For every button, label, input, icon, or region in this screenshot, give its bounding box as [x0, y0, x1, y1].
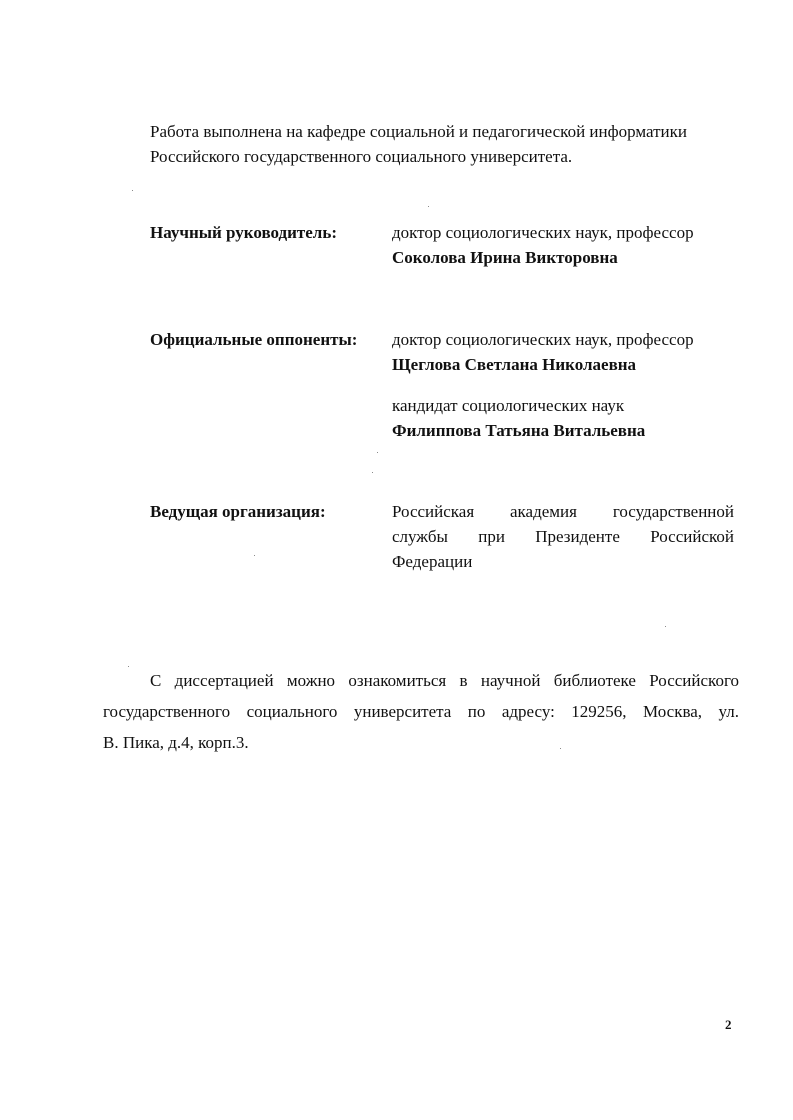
library-note-line-1: С диссертацией можно ознакомиться в научной библиотеке Российского [150, 671, 739, 690]
supervisor-block [392, 220, 734, 270]
supervisor-name: Соколова Ирина Викторовна [392, 248, 618, 267]
scan-speck [132, 190, 133, 191]
organization-line-2: службы при Президенте Российской [392, 527, 734, 546]
page-number: 2 [725, 1017, 732, 1032]
opponent-2-title: кандидат социологических наук [392, 396, 625, 415]
library-note [103, 665, 739, 758]
opponents-label: Официальные оппоненты: [150, 330, 358, 349]
scan-speck [372, 472, 373, 473]
intro-line-1: Работа выполнена на кафедре социальной и педагогической информатики [150, 122, 688, 141]
supervisor-title: доктор социологических наук, профессор [392, 223, 694, 242]
scan-speck [128, 666, 129, 667]
library-note-line-2: государственного социального университета по адресу: 129256, Москва, ул. [103, 702, 739, 721]
organization-line-1: Российская академия государственной [392, 502, 734, 521]
supervisor-label: Научный руководитель: [150, 223, 337, 242]
opponent-1-title: доктор социологических наук, профессор [392, 330, 694, 349]
scan-speck [665, 626, 666, 627]
scan-speck [560, 748, 561, 749]
scan-speck [428, 206, 429, 207]
intro-line-2: Российского государственного социального университета. [150, 147, 573, 166]
opponent-2-block [392, 393, 734, 443]
scan-speck [254, 555, 255, 556]
intro-paragraph [150, 119, 750, 169]
organization-label: Ведущая организация: [150, 502, 326, 521]
scan-speck [377, 452, 378, 453]
organization-block [392, 499, 734, 574]
opponent-1-block [392, 327, 734, 377]
library-note-line-3: В. Пика, д.4, корп.3. [103, 733, 249, 752]
opponent-2-name: Филиппова Татьяна Витальевна [392, 421, 646, 440]
opponent-1-name: Щеглова Светлана Николаевна [392, 355, 637, 374]
organization-line-3: Федерации [392, 552, 473, 571]
